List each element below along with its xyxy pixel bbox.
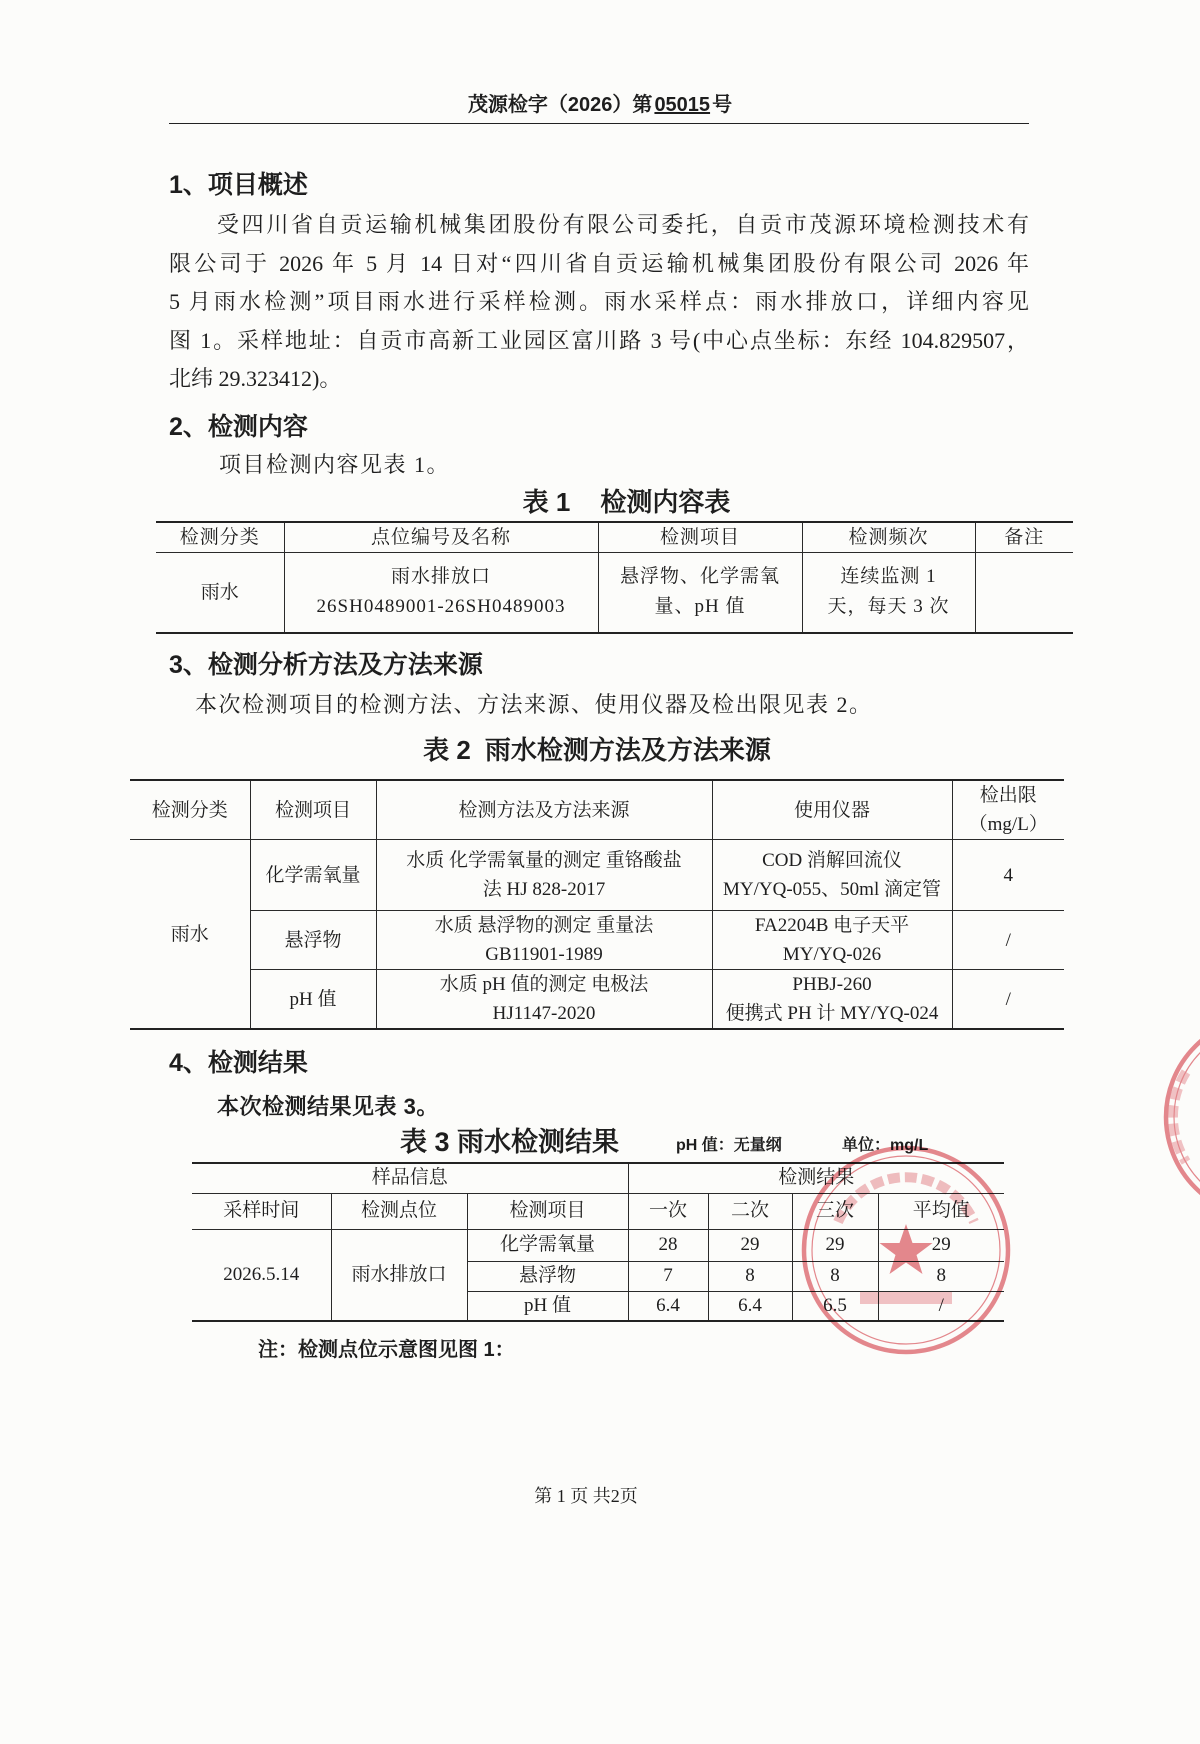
paragraph-line: 图 1。采样地址：自贡市高新工业园区富川路 3 号(中心点坐标：东经 104.829507， bbox=[169, 327, 1029, 353]
table-row bbox=[130, 840, 1064, 911]
instrument-line: PHBJ-260 bbox=[792, 974, 872, 995]
method-cell bbox=[376, 911, 712, 970]
method-line: HJ1147-2020 bbox=[492, 1003, 596, 1024]
method-line: GB11901-1989 bbox=[485, 944, 603, 965]
item-cell: 化学需氧量 bbox=[250, 840, 376, 911]
table-3-label: 表 3 bbox=[400, 1127, 450, 1157]
header-cell: 采样时间 bbox=[192, 1193, 331, 1229]
header-cell: 检测项目 bbox=[467, 1193, 628, 1229]
header-cell: 检测分类 bbox=[156, 522, 284, 553]
sample-info-header: 样品信息 bbox=[192, 1163, 628, 1193]
frequency-cell bbox=[802, 553, 975, 633]
document-number bbox=[0, 92, 1200, 118]
limit-header-line: 检出限 bbox=[979, 785, 1037, 806]
instrument-line: FA2204B 电子天平 bbox=[754, 915, 910, 936]
method-cell bbox=[376, 970, 712, 1030]
ph-unit-note: pH 值：无量纲 bbox=[676, 1137, 782, 1154]
method-line: 法 HJ 828-2017 bbox=[482, 879, 606, 900]
table-row bbox=[156, 553, 1073, 633]
seal-text-arc bbox=[838, 1177, 974, 1222]
table-1-label: 表 1 bbox=[522, 487, 571, 517]
value-cell: 8 bbox=[708, 1261, 792, 1291]
limit-cell: / bbox=[952, 911, 1064, 970]
figure-note: 注：检测点位示意图见图 1： bbox=[258, 1339, 515, 1361]
item-cell: pH 值 bbox=[250, 970, 376, 1030]
method-line: 水质 pH 值的测定 电极法 bbox=[439, 974, 649, 995]
average-cell: 29 bbox=[878, 1229, 1004, 1261]
header-cell: 平均值 bbox=[878, 1193, 1004, 1229]
header-cell: 检测频次 bbox=[802, 522, 975, 553]
edge-seal bbox=[1142, 1012, 1200, 1222]
section-2-intro: 项目检测内容见表 1。 bbox=[219, 452, 451, 477]
table-3-name: 雨水检测结果 bbox=[457, 1127, 620, 1157]
value-cell: 8 bbox=[792, 1261, 878, 1291]
page-number: 第 1 页 共2页 bbox=[534, 1486, 638, 1506]
items-line: 悬浮物、化学需氧 bbox=[619, 566, 780, 588]
frequency-line: 连续监测 1 bbox=[840, 566, 937, 588]
sampling-point-cell: 雨水排放口 bbox=[331, 1229, 467, 1321]
value-cell: 29 bbox=[708, 1229, 792, 1261]
document-number-serial: 05015 bbox=[654, 94, 711, 116]
paragraph-line: 5 月雨水检测”项目雨水进行采样检测。雨水采样点：雨水排放口，详细内容见 bbox=[169, 289, 1029, 314]
header-rule bbox=[169, 123, 1029, 124]
header-cell: 检测项目 bbox=[598, 522, 802, 553]
section-3-heading: 3、检测分析方法及方法来源 bbox=[169, 651, 483, 679]
table-1-name: 检测内容表 bbox=[600, 487, 731, 517]
item-cell: 化学需氧量 bbox=[467, 1229, 628, 1261]
category-cell: 雨水 bbox=[156, 553, 284, 633]
average-cell: / bbox=[878, 1291, 1004, 1321]
value-cell: 6.4 bbox=[628, 1291, 708, 1321]
value-cell: 28 bbox=[628, 1229, 708, 1261]
header-cell: 使用仪器 bbox=[712, 780, 952, 840]
limit-header-cell bbox=[952, 780, 1064, 840]
project-overview-paragraph bbox=[169, 206, 1029, 399]
section-4-intro: 本次检测结果见表 3。 bbox=[217, 1094, 439, 1119]
table-1-title bbox=[156, 487, 1073, 517]
limit-cell: 4 bbox=[952, 840, 1064, 911]
point-name: 雨水排放口 bbox=[390, 566, 491, 588]
paragraph-line: 受四川省自贡运输机械集团股份有限公司委托，自贡市茂源环境检测技术有 bbox=[217, 212, 1029, 237]
header-cell: 检测点位 bbox=[331, 1193, 467, 1229]
table-2-title bbox=[130, 735, 1064, 765]
document-number-prefix: 茂源检字（2026）第 bbox=[467, 94, 653, 116]
instrument-line: MY/YQ-055、50ml 滴定管 bbox=[723, 879, 941, 900]
method-cell bbox=[376, 840, 712, 911]
paragraph-line: 限公司于 2026 年 5 月 14 日对“四川省自贡运输机械集团股份有限公司 2026 年 bbox=[169, 250, 1029, 276]
item-cell: pH 值 bbox=[467, 1291, 628, 1321]
method-line: 水质 化学需氧量的测定 重铬酸盐 bbox=[406, 850, 682, 871]
instrument-cell bbox=[712, 970, 952, 1030]
header-cell: 三次 bbox=[792, 1193, 878, 1229]
header-cell: 检测方法及方法来源 bbox=[376, 780, 712, 840]
header-cell: 检测项目 bbox=[250, 780, 376, 840]
frequency-line: 天，每天 3 次 bbox=[827, 596, 950, 618]
item-cell: 悬浮物 bbox=[250, 911, 376, 970]
items-cell bbox=[598, 553, 802, 633]
header-cell: 点位编号及名称 bbox=[284, 522, 598, 553]
items-line: 量、pH 值 bbox=[654, 596, 746, 618]
value-cell: 7 bbox=[628, 1261, 708, 1291]
section-4-heading: 4、检测结果 bbox=[169, 1049, 308, 1077]
paragraph-line: 北纬 29.323412)。 bbox=[169, 366, 342, 391]
value-cell: 29 bbox=[792, 1229, 878, 1261]
results-header: 检测结果 bbox=[628, 1163, 1004, 1193]
table-row bbox=[130, 911, 1064, 970]
table-3-title bbox=[400, 1126, 619, 1158]
inspection-seal bbox=[798, 1142, 1014, 1358]
table-2-label: 表 2 bbox=[423, 735, 471, 765]
remark-cell bbox=[975, 553, 1073, 633]
section-2-heading: 2、检测内容 bbox=[169, 413, 308, 441]
section-1-heading: 1、项目概述 bbox=[169, 171, 308, 199]
header-cell: 二次 bbox=[708, 1193, 792, 1229]
category-cell: 雨水 bbox=[130, 840, 250, 1030]
detection-content-table bbox=[156, 521, 1073, 634]
table-2-name: 雨水检测方法及方法来源 bbox=[484, 735, 771, 765]
average-cell: 8 bbox=[878, 1261, 1004, 1291]
limit-cell: / bbox=[952, 970, 1064, 1030]
section-3-intro: 本次检测项目的检测方法、方法来源、使用仪器及检出限见表 2。 bbox=[195, 692, 873, 717]
instrument-cell bbox=[712, 840, 952, 911]
instrument-line: COD 消解回流仪 bbox=[762, 850, 902, 871]
document-number-suffix: 号 bbox=[712, 94, 733, 116]
point-code: 26SH0489001-26SH0489003 bbox=[316, 596, 566, 618]
header-cell: 备注 bbox=[975, 522, 1073, 553]
table-header-row bbox=[130, 780, 1064, 840]
value-cell: 6.4 bbox=[708, 1291, 792, 1321]
header-cell: 一次 bbox=[628, 1193, 708, 1229]
method-line: 水质 悬浮物的测定 重量法 bbox=[434, 915, 654, 936]
seal-star-icon bbox=[880, 1224, 933, 1274]
item-cell: 悬浮物 bbox=[467, 1261, 628, 1291]
method-table bbox=[130, 779, 1064, 1030]
table-row bbox=[130, 970, 1064, 1030]
instrument-line: MY/YQ-026 bbox=[782, 944, 882, 965]
value-cell: 6.5 bbox=[792, 1291, 878, 1321]
table-header-row bbox=[156, 522, 1073, 553]
point-cell bbox=[284, 553, 598, 633]
limit-header-unit: （mg/L） bbox=[968, 814, 1048, 835]
instrument-line: 便携式 PH 计 MY/YQ-024 bbox=[725, 1003, 939, 1024]
header-cell: 检测分类 bbox=[130, 780, 250, 840]
unit-note: 单位：mg/L bbox=[842, 1137, 929, 1154]
seal-bottom-band bbox=[860, 1292, 952, 1304]
sampling-time-cell: 2026.5.14 bbox=[192, 1229, 331, 1321]
instrument-cell bbox=[712, 911, 952, 970]
